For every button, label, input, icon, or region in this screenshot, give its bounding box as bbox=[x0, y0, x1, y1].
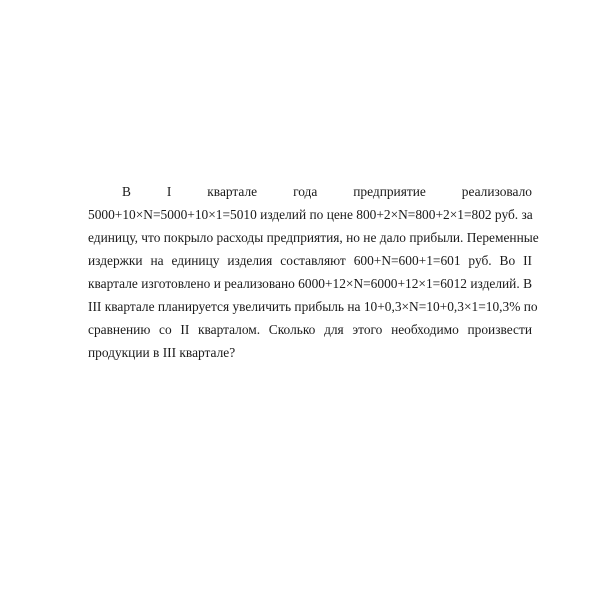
paragraph-line: III квартале планируется увеличить прибыль на 10+0,3×N=10+0,3×1=10,3% по bbox=[88, 299, 538, 314]
paragraph-line: продукции в III квартале? bbox=[88, 345, 236, 360]
problem-paragraph bbox=[88, 180, 539, 364]
paragraph-line: издержки на единицу изделия составляют 600+N=600+1=601 руб. Во II bbox=[88, 253, 532, 268]
paragraph-line: В I квартале года предприятие реализовало bbox=[122, 184, 532, 199]
paragraph-line: единицу, что покрыло расходы предприятия, но не дало прибыли. Переменные bbox=[88, 230, 539, 245]
paragraph-line: квартале изготовлено и реализовано 6000+12×N=6000+12×1=6012 изделий. В bbox=[88, 276, 532, 291]
paragraph-line: 5000+10×N=5000+10×1=5010 изделий по цене 800+2×N=800+2×1=802 руб. за bbox=[88, 207, 533, 222]
paragraph-line: сравнению со II кварталом. Сколько для этого необходимо произвести bbox=[88, 322, 532, 337]
